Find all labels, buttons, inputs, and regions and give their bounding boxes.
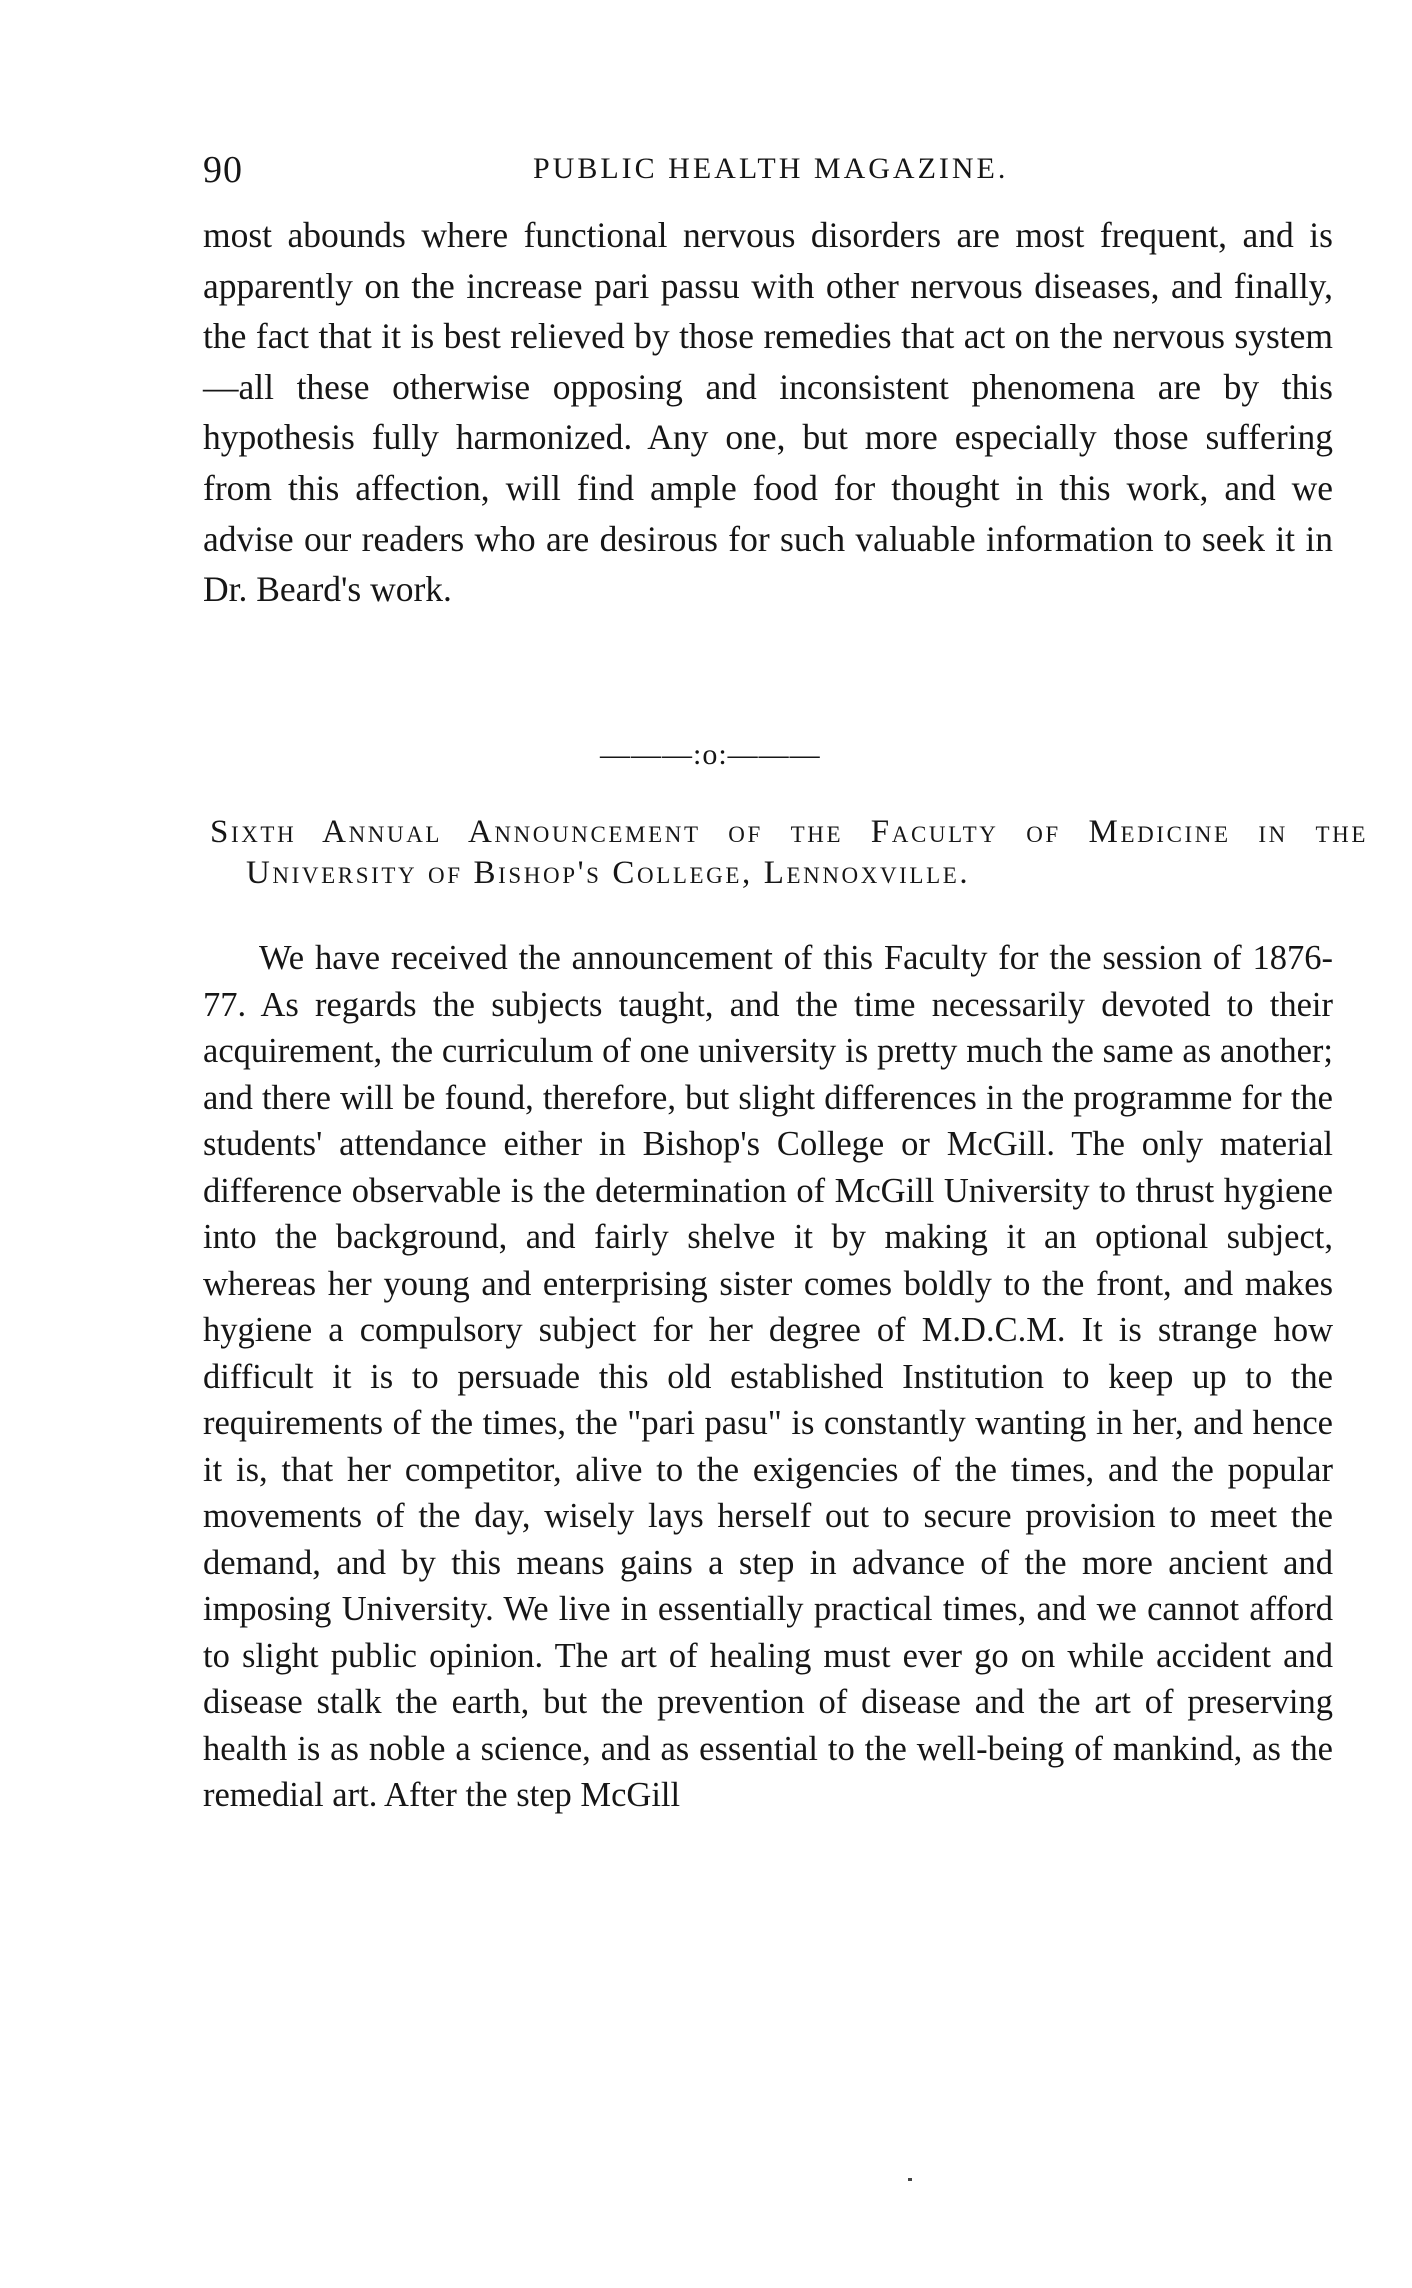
- paragraph-announcement: We have received the announcement of this Faculty for the session of 1876-77. As regards the subjects taught, and the time necessarily devoted to their acquirement, the curriculum of one university is pretty much the same as another; and there will be found, therefore, but slight differences in the programme for the students' attendance either in Bishop's College or McGill. The only material difference observable is the determination of McGill University to thrust hygiene into the background, and fairly shelve it by making it an optional subject, whereas her young and enterprising sister comes boldly to the front, and makes hygiene a compulsory subject for her degree of M.D.C.M. It is strange how difficult it is to persuade this old established Institution to keep up to the requirements of the times, the "pari pasu" is constantly wanting in her, and hence it is, that her competitor, alive to the exigencies of the times, and the popular movements of the day, wisely lays herself out to secure provision to meet the demand, and by this means gains a step in advance of the more ancient and imposing University. We live in essentially practical times, and we cannot afford to slight public opinion. The art of healing must ever go on while accident and disease stalk the earth, but the prevention of disease and the art of preserving health is as noble a science, and as essential to the well-being of mankind, as the remedial art. After the step McGill: [203, 939, 1333, 1814]
- print-speck: [908, 2178, 912, 2181]
- page-number: 90: [203, 149, 243, 191]
- paragraph-continued: most abounds where functional nervous disorders are most frequent, and is apparently on the increase pari passu with other nervous diseases, and finally, the fact that it is best relieved by those remedies that act on the nervous system—all these otherwise opposing and inconsistent phenomena are by this hypothesis fully harmonized. Any one, but more especially those suffering from this affection, will find ample food for thought in this work, and we advise our readers who are desirous for such valuable information to seek it in Dr. Beard's work.: [203, 215, 1333, 610]
- section-heading: Sixth Annual Announcement of the Faculty of Medicine in the University of Bishop's College, Lennoxville.: [210, 814, 1368, 891]
- running-title: PUBLIC HEALTH MAGAZINE.: [533, 152, 1009, 185]
- running-header: [203, 148, 1333, 198]
- section-divider: ———:o:———: [600, 738, 821, 771]
